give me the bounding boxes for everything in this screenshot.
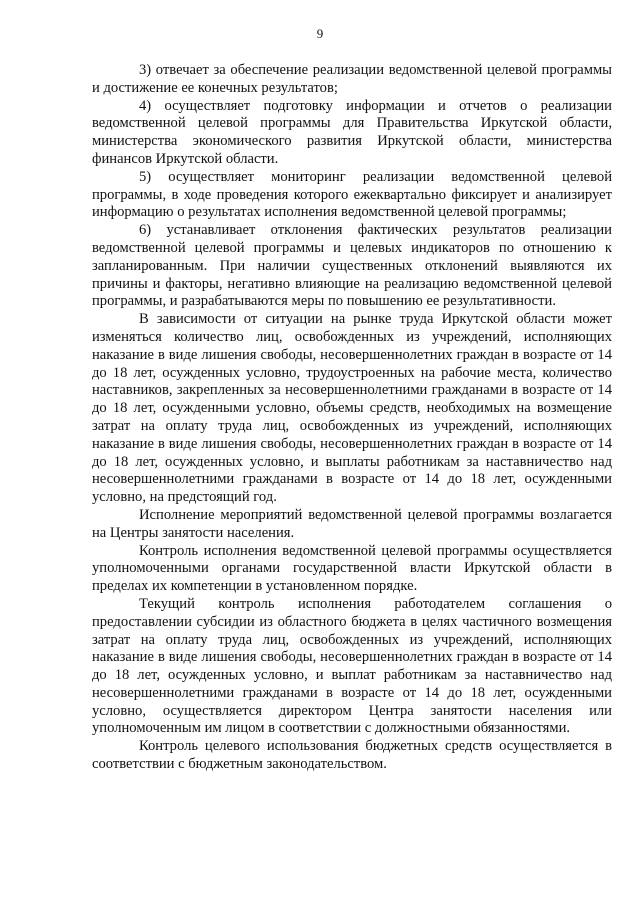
paragraph-execution: Исполнение мероприятий ведомственной целевой программы возлагается на Центры занятости населения.: [92, 506, 612, 541]
paragraph-item-3: 3) отвечает за обеспечение реализации ведомственной целевой программы и достижение ее конечных результатов;: [92, 62, 612, 96]
paragraph-item-4: 4) осуществляет подготовку информации и отчетов о реализации ведомственной целевой программы для Правительства Иркутской области, министерства экономического развития Иркутской области, министерства финансов Иркутской области.: [92, 97, 612, 167]
document-body: [92, 62, 612, 774]
paragraph-labor-market: В зависимости от ситуации на рынке труда Иркутской области может изменяться количество лиц, освобожденных из учреждений, исполняющих наказание в виде лишения свободы, несовершеннолетних граждан в возрасте от 14 до 18 лет, осужденных условно, трудоустроенных на рабочие места, количество наставников, закрепленных за несовершеннолетними гражданами в возрасте от 14 до 18 лет, осужденными условно, объемы средств, необходимых на возмещение затрат на оплату труда лиц, освобожденных из учреждений, исполняющих наказание в виде лишения свободы, несовершеннолетних граждан в возрасте от 14 до 18 лет, осужденных условно, и выплаты работникам за наставничество над несовершеннолетними гражданами в возрасте от 14 до 18 лет, осужденными условно, на предстоящий год.: [92, 311, 612, 506]
paragraph-budget-control: Контроль целевого использования бюджетных средств осуществляется в соответствии с бюджетным законодательством.: [92, 738, 612, 773]
paragraph-item-5: 5) осуществляет мониторинг реализации ведомственной целевой программы, в ходе проведения которого ежеквартально фиксирует и анализирует информацию о результатах исполнения ведомственной целевой программы;: [92, 168, 612, 221]
paragraph-current-control: Текущий контроль исполнения работодателем соглашения о предоставлении субсидии из областного бюджета в целях частичного возмещения затрат на оплату труда лиц, освобожденных из учреждений, исполняющих наказание в виде лишения свободы, несовершеннолетних граждан в возрасте от 14 до 18 лет, осужденных условно, и выплат работникам за наставничество над несовершеннолетними гражданами в возрасте от 14 до 18 лет, осужденными условно, осуществляется директором Центра занятости населения или уполномоченным им лицом в соответствии с должностными обязанностями.: [92, 595, 612, 737]
paragraph-item-6: 6) устанавливает отклонения фактических результатов реализации ведомственной целевой программы и целевых индикаторов по отношению к запланированным. При наличии существенных отклонений выявляются их причины и факторы, негативно влияющие на реализацию ведомственной целевой программы, и разрабатываются меры по повышению ее результативности.: [92, 222, 612, 310]
page-number: 9: [316, 26, 324, 41]
paragraph-control: Контроль исполнения ведомственной целевой программы осуществляется уполномоченными органами государственной власти Иркутской области в пределах их компетенции в установленном порядке.: [92, 542, 612, 595]
